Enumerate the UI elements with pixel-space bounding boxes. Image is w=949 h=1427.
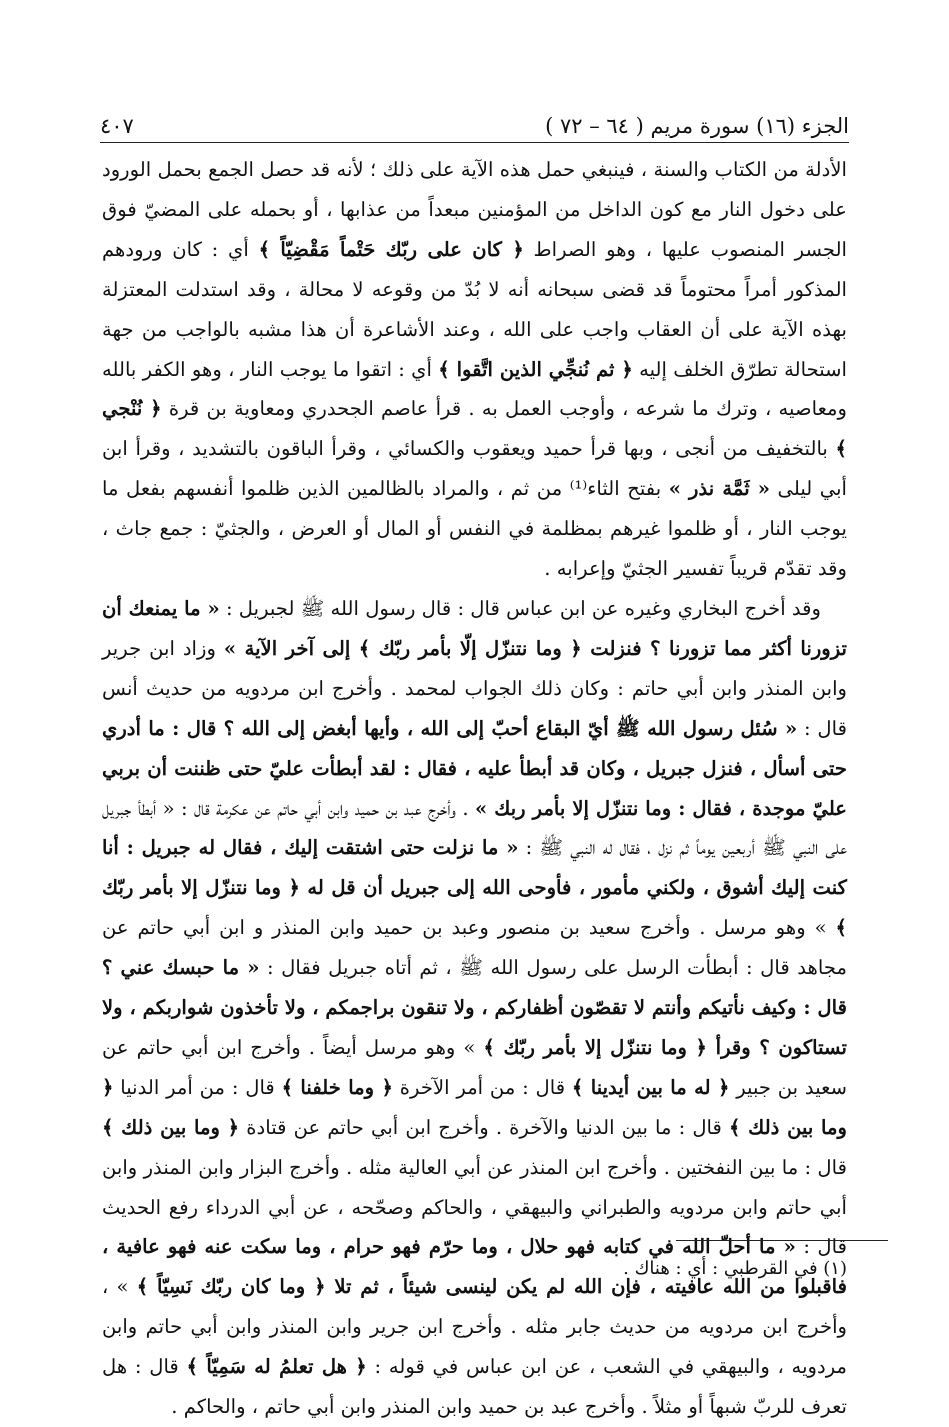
page-number: ٤٠٧ bbox=[100, 114, 134, 138]
quoted-text-segment: ﴿ وما بين ذلك ﴾ bbox=[102, 1075, 847, 1139]
quoted-text-segment: « سُئل رسول الله ﷺ أيّ البقاع أحبّ إلى الله ، وأيها أبغض إلى الله ؟ قال : ما أدري حتى أسأل ، فنزل جبريل ، وكان قد أبطأ عليه ، فقال : لقد أبطأت عليّ حتى ظننت أن بربي عليّ موجدة ، فقال : وما نتنزّل إلا بأمر ربك » bbox=[102, 716, 848, 820]
text-segment: . وأخرج عبد بن حميد وابن أبي حاتم عن عكرمة قال : « أبطأ جبريل على النبي ﷺ أربعين يوماً ثم نزل ، فقال له النبي ﷺ : bbox=[102, 796, 847, 860]
text-segment: » وهو مرسل . وأخرج سعيد بن منصور وعبد بن حميد وابن المنذر و ابن أبي حاتم عن مجاهد قال : أبطأت الرسل على رسول الله ﷺ ، ثم أتاه جبريل فقال : bbox=[102, 916, 847, 980]
text-segment: بفتح الثاء⁽¹⁾ من ثم ، والمراد بالظالمين الذين ظلموا أنفسهم بفعل ما يوجب النار ، أو ظلموا غيرهم بمظلمة في النفس أو المال أو العرض ، والجثيّ : جمع جاث ، وقد تقدّم قريباً تفسير الجثيّ وإعرابه . bbox=[102, 477, 847, 581]
text-segment: قال : من أمر الآخرة bbox=[393, 1075, 572, 1099]
text-segment: أي : اتقوا ما يوجب النار ، وهو الكفر بالله ومعاصيه ، وترك ما شرعه ، وأوجب العمل به . قرأ عاصم الجحدري ومعاوية بن قرة bbox=[102, 357, 847, 421]
text-segment: قال : ما بين الدنيا والآخرة . وأخرج ابن أبي حاتم عن قتادة bbox=[239, 1115, 729, 1139]
text-segment: » ، وأخرج ابن مردويه من حديث جابر مثله . وأخرج ابن جرير وابن المنذر وابن أبي حاتم وابن مردويه ، والبيهقي في الشعب ، عن ابن عباس في قوله : bbox=[102, 1275, 848, 1379]
text-segment: وقد أخرج البخاري وغيره عن ابن عباس قال : قال رسول الله ﷺ لجبريل : bbox=[219, 596, 822, 620]
quoted-text-segment: « ثَمَّة نذر » bbox=[668, 477, 771, 501]
footnote-rule bbox=[676, 1240, 888, 1241]
commentary-body bbox=[102, 150, 847, 1427]
text-segment: أي : كان ورودهم المذكور أمراً محتوماً قد قضى سبحانه أنه لا بُدّ من وقوعه لا محالة ، وقد استدلت المعتزلة بهذه الآية على أن العقاب واجب على الله ، وعند الأشاعرة أن هذا مشبه بالواجب من جهة استحالة تطرّق الخلف إليه bbox=[102, 237, 847, 381]
quoted-text-segment: « ما يمنعك أن تزورنا أكثر مما تزورنا ؟ فنزلت ﴿ وما نتنزّل إلّا بأمر ربّك ﴾ إلى آخر الآية » bbox=[102, 596, 848, 660]
quoted-text-segment: « ما نزلت حتى اشتقت إليك ، فقال له جبريل : أنا كنت إليك أشوق ، ولكني مأمور ، فأوحى الله إلى جبريل أن قل له ﴿ وما نتنزّل إلا بأمر ربّك ﴾ bbox=[102, 836, 847, 940]
text-segment: بالتخفيف من أنجى ، وبها قرأ حميد ويعقوب والكسائي ، وقرأ الباقون بالتشديد ، وقرأ ابن أبي ليلى bbox=[102, 437, 847, 501]
paragraph-1 bbox=[102, 150, 847, 589]
running-title: الجزء (١٦) سورة مريم ( ٦٤ – ٧٢ ) bbox=[545, 114, 849, 138]
text-segment: الأدلة من الكتاب والسنة ، فينبغي حمل هذه الآية على ذلك ؛ لأنه قد حصل الجمع بحمل الورود على دخول النار مع كون الداخل من المؤمنين مبعداً من عذابها ، أو بحمله على المضيّ فوق الجسر المنصوب عليها ، وهو الصراط bbox=[102, 158, 847, 261]
quoted-text-segment: « ما أحلّ الله في كتابه فهو حلال ، وما حرّم فهو حرام ، وما سكت عنه فهو عافية ، فاقبلوا من الله عافيته ، فإن الله لم يكن لينسى شيئاً ، ثم تلا ﴿ وما كان ربّك نَسِيّاً ﴾ bbox=[102, 1235, 847, 1299]
quoted-text-segment: ﴿ كان على ربّك حَتْماً مَقْضِيّاً ﴾ bbox=[258, 237, 524, 261]
quoted-text-segment: ﴿ هل تعلمُ له سَمِيّاً ﴾ bbox=[186, 1355, 367, 1379]
footnote: (١) في القرطبي : أي : هناك . bbox=[623, 1258, 847, 1279]
page-header bbox=[100, 104, 849, 138]
quoted-text-segment: ﴿ نُنْجي ﴾ bbox=[102, 397, 847, 461]
text-segment: وزاد ابن جرير وابن المنذر وابن أبي حاتم : وكان ذلك الجواب لمحمد . وأخرج ابن مردويه من حديث أنس قال : bbox=[102, 636, 847, 740]
quoted-text-segment: « ما حبسك عني ؟ قال : وكيف نأتيكم وأنتم لا تقصّون أظفاركم ، ولا تنقون براجمكم ، ولا تأخذون شواربكم ، ولا تستاكون ؟ وقرأ ﴿ وما نتنزّل إلا بأمر ربّك ﴾ bbox=[102, 956, 847, 1059]
quoted-text-segment: ﴿ وما خلفنا ﴾ bbox=[281, 1075, 393, 1099]
header-rule bbox=[100, 142, 849, 143]
paragraph-2 bbox=[102, 589, 847, 1427]
text-segment: قال : من أمر الدنيا bbox=[113, 1075, 282, 1099]
quoted-text-segment: ﴿ له ما بين أيدينا ﴾ bbox=[571, 1075, 730, 1099]
quoted-text-segment: ﴿ وما بين ذلك ﴾ bbox=[102, 1115, 240, 1139]
text-segment: » وهو مرسل أيضاً . وأخرج ابن أبي حاتم عن سعيد بن جبير bbox=[102, 1035, 847, 1099]
text-segment: قال : هل تعرف للربّ شبهاً أو مثلاً . وأخرج عبد بن حميد وابن المنذر وابن أبي حاتم ، والحاكم . bbox=[102, 1355, 847, 1419]
text-segment: قال : ما بين النفختين . وأخرج ابن المنذر عن أبي العالية مثله . وأخرج البزار وابن المنذر وابن أبي حاتم وابن مردويه والطبراني والبيهقي ، والحاكم وصحّحه ، عن أبي الدرداء رفع الحديث قال : bbox=[102, 1155, 848, 1259]
quoted-text-segment: ﴿ ثم نُنجِّي الذين اتَّقوا ﴾ bbox=[438, 357, 633, 381]
